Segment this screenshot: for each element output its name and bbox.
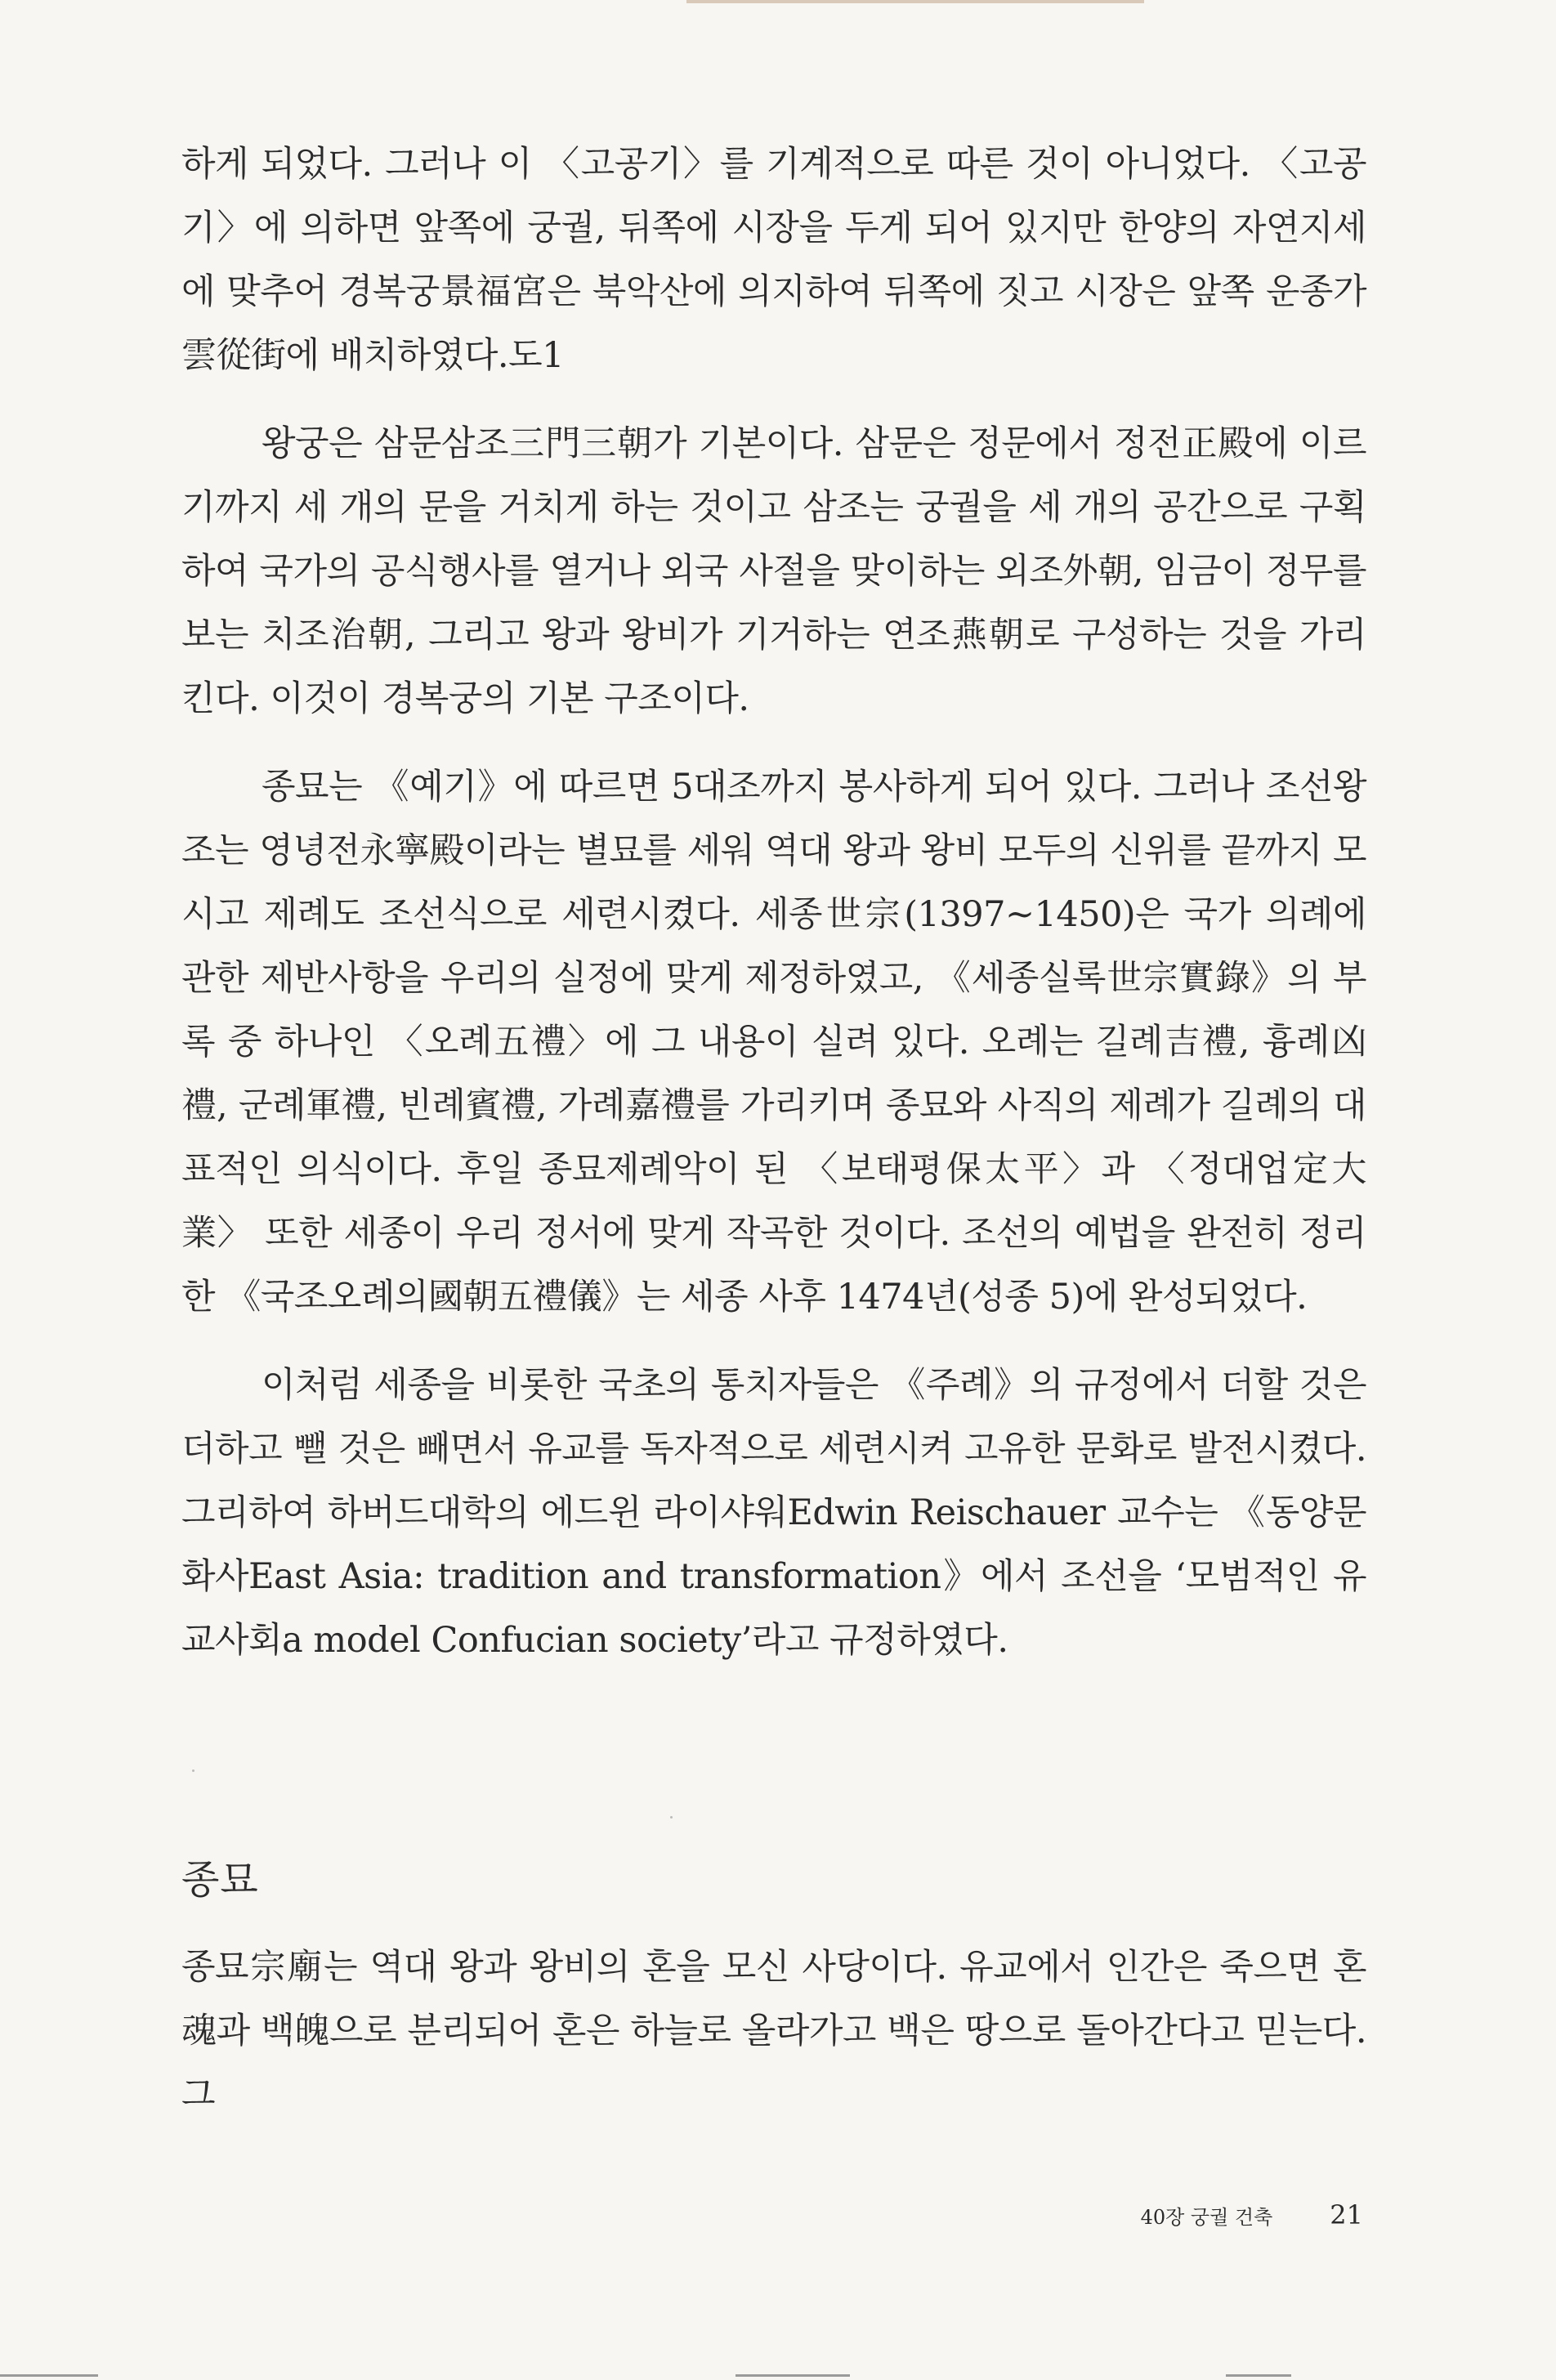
section-paragraph: 종묘宗廟는 역대 왕과 왕비의 혼을 모신 사당이다. 유교에서 인간은 죽으면 혼魂과 백魄으로 분리되어 혼은 하늘로 올라가고 백은 땅으로 돌아간다고 믿는다. 그 [181, 1947, 1366, 2115]
dust-speck [192, 1769, 194, 1772]
body-paragraph-4: 이처럼 세종을 비롯한 국초의 통치자들은 《주례》의 규정에서 더할 것은 더하고 뺄 것은 빼면서 유교를 독자적으로 세련시켜 고유한 문화로 발전시켰다. 그리하여 하버드대학의 에드윈 라이샤워Edwin Reischauer 교수는 《동양문화사East Asia: tradition and transformation》에서 조선을 ‘모범적인 유교사회a model Confucian society’라고 규정하였다. [181, 1365, 1366, 1661]
section-body [181, 1935, 1366, 2127]
page-footer [1141, 2199, 1363, 2234]
section-heading: 종묘 [181, 1857, 259, 1903]
footer-chapter-title: 40장 궁궐 건축 [1140, 2206, 1273, 2229]
bottom-edge-mark [0, 2374, 98, 2377]
body-paragraph-1: 하게 되었다. 그러나 이 〈고공기〉를 기계적으로 따른 것이 아니었다. 〈고공기〉에 의하면 앞쪽에 궁궐, 뒤쪽에 시장을 두게 되어 있지만 한양의 자연지세에 맞추어 경복궁景福宮은 북악산에 의지하여 뒤쪽에 짓고 시장은 앞쪽 운종가雲從街에 배치하였다.도1 [181, 144, 1366, 376]
body-paragraph-2: 왕궁은 삼문삼조三門三朝가 기본이다. 삼문은 정문에서 정전正殿에 이르기까지 세 개의 문을 거치게 하는 것이고 삼조는 궁궐을 세 개의 공간으로 구획하여 국가의 공식행사를 열거나 외국 사절을 맞이하는 외조外朝, 임금이 정무를 보는 치조治朝, 그리고 왕과 왕비가 기거하는 연조燕朝로 구성하는 것을 가리킨다. 이것이 경복궁의 기본 구조이다. [181, 423, 1366, 719]
page-number: 21 [1330, 2199, 1363, 2230]
top-edge-mark [686, 0, 1144, 3]
bottom-edge-mark [736, 2374, 850, 2377]
dust-speck [670, 1816, 673, 1819]
page-body [181, 132, 1366, 1672]
body-paragraph-3: 종묘는 《예기》에 따르면 5대조까지 봉사하게 되어 있다. 그러나 조선왕조는 영녕전永寧殿이라는 별묘를 세워 역대 왕과 왕비 모두의 신위를 끝까지 모시고 제례도 조선식으로 세련시켰다. 세종世宗(1397~1450)은 국가 의례에 관한 제반사항을 우리의 실정에 맞게 제정하였고, 《세종실록世宗實錄》의 부록 중 하나인 〈오례五禮〉에 그 내용이 실려 있다. 오례는 길례吉禮, 흉례凶禮, 군례軍禮, 빈례賓禮, 가례嘉禮를 가리키며 종묘와 사직의 제례가 길례의 대표적인 의식이다. 후일 종묘제례악이 된 〈보태평保太平〉과 〈정대업定大業〉 또한 세종이 우리 정서에 맞게 작곡한 것이다. 조선의 예법을 완전히 정리한 《국조오례의國朝五禮儀》는 세종 사후 1474년(성종 5)에 완성되었다. [181, 767, 1366, 1318]
bottom-edge-mark [1226, 2374, 1291, 2377]
